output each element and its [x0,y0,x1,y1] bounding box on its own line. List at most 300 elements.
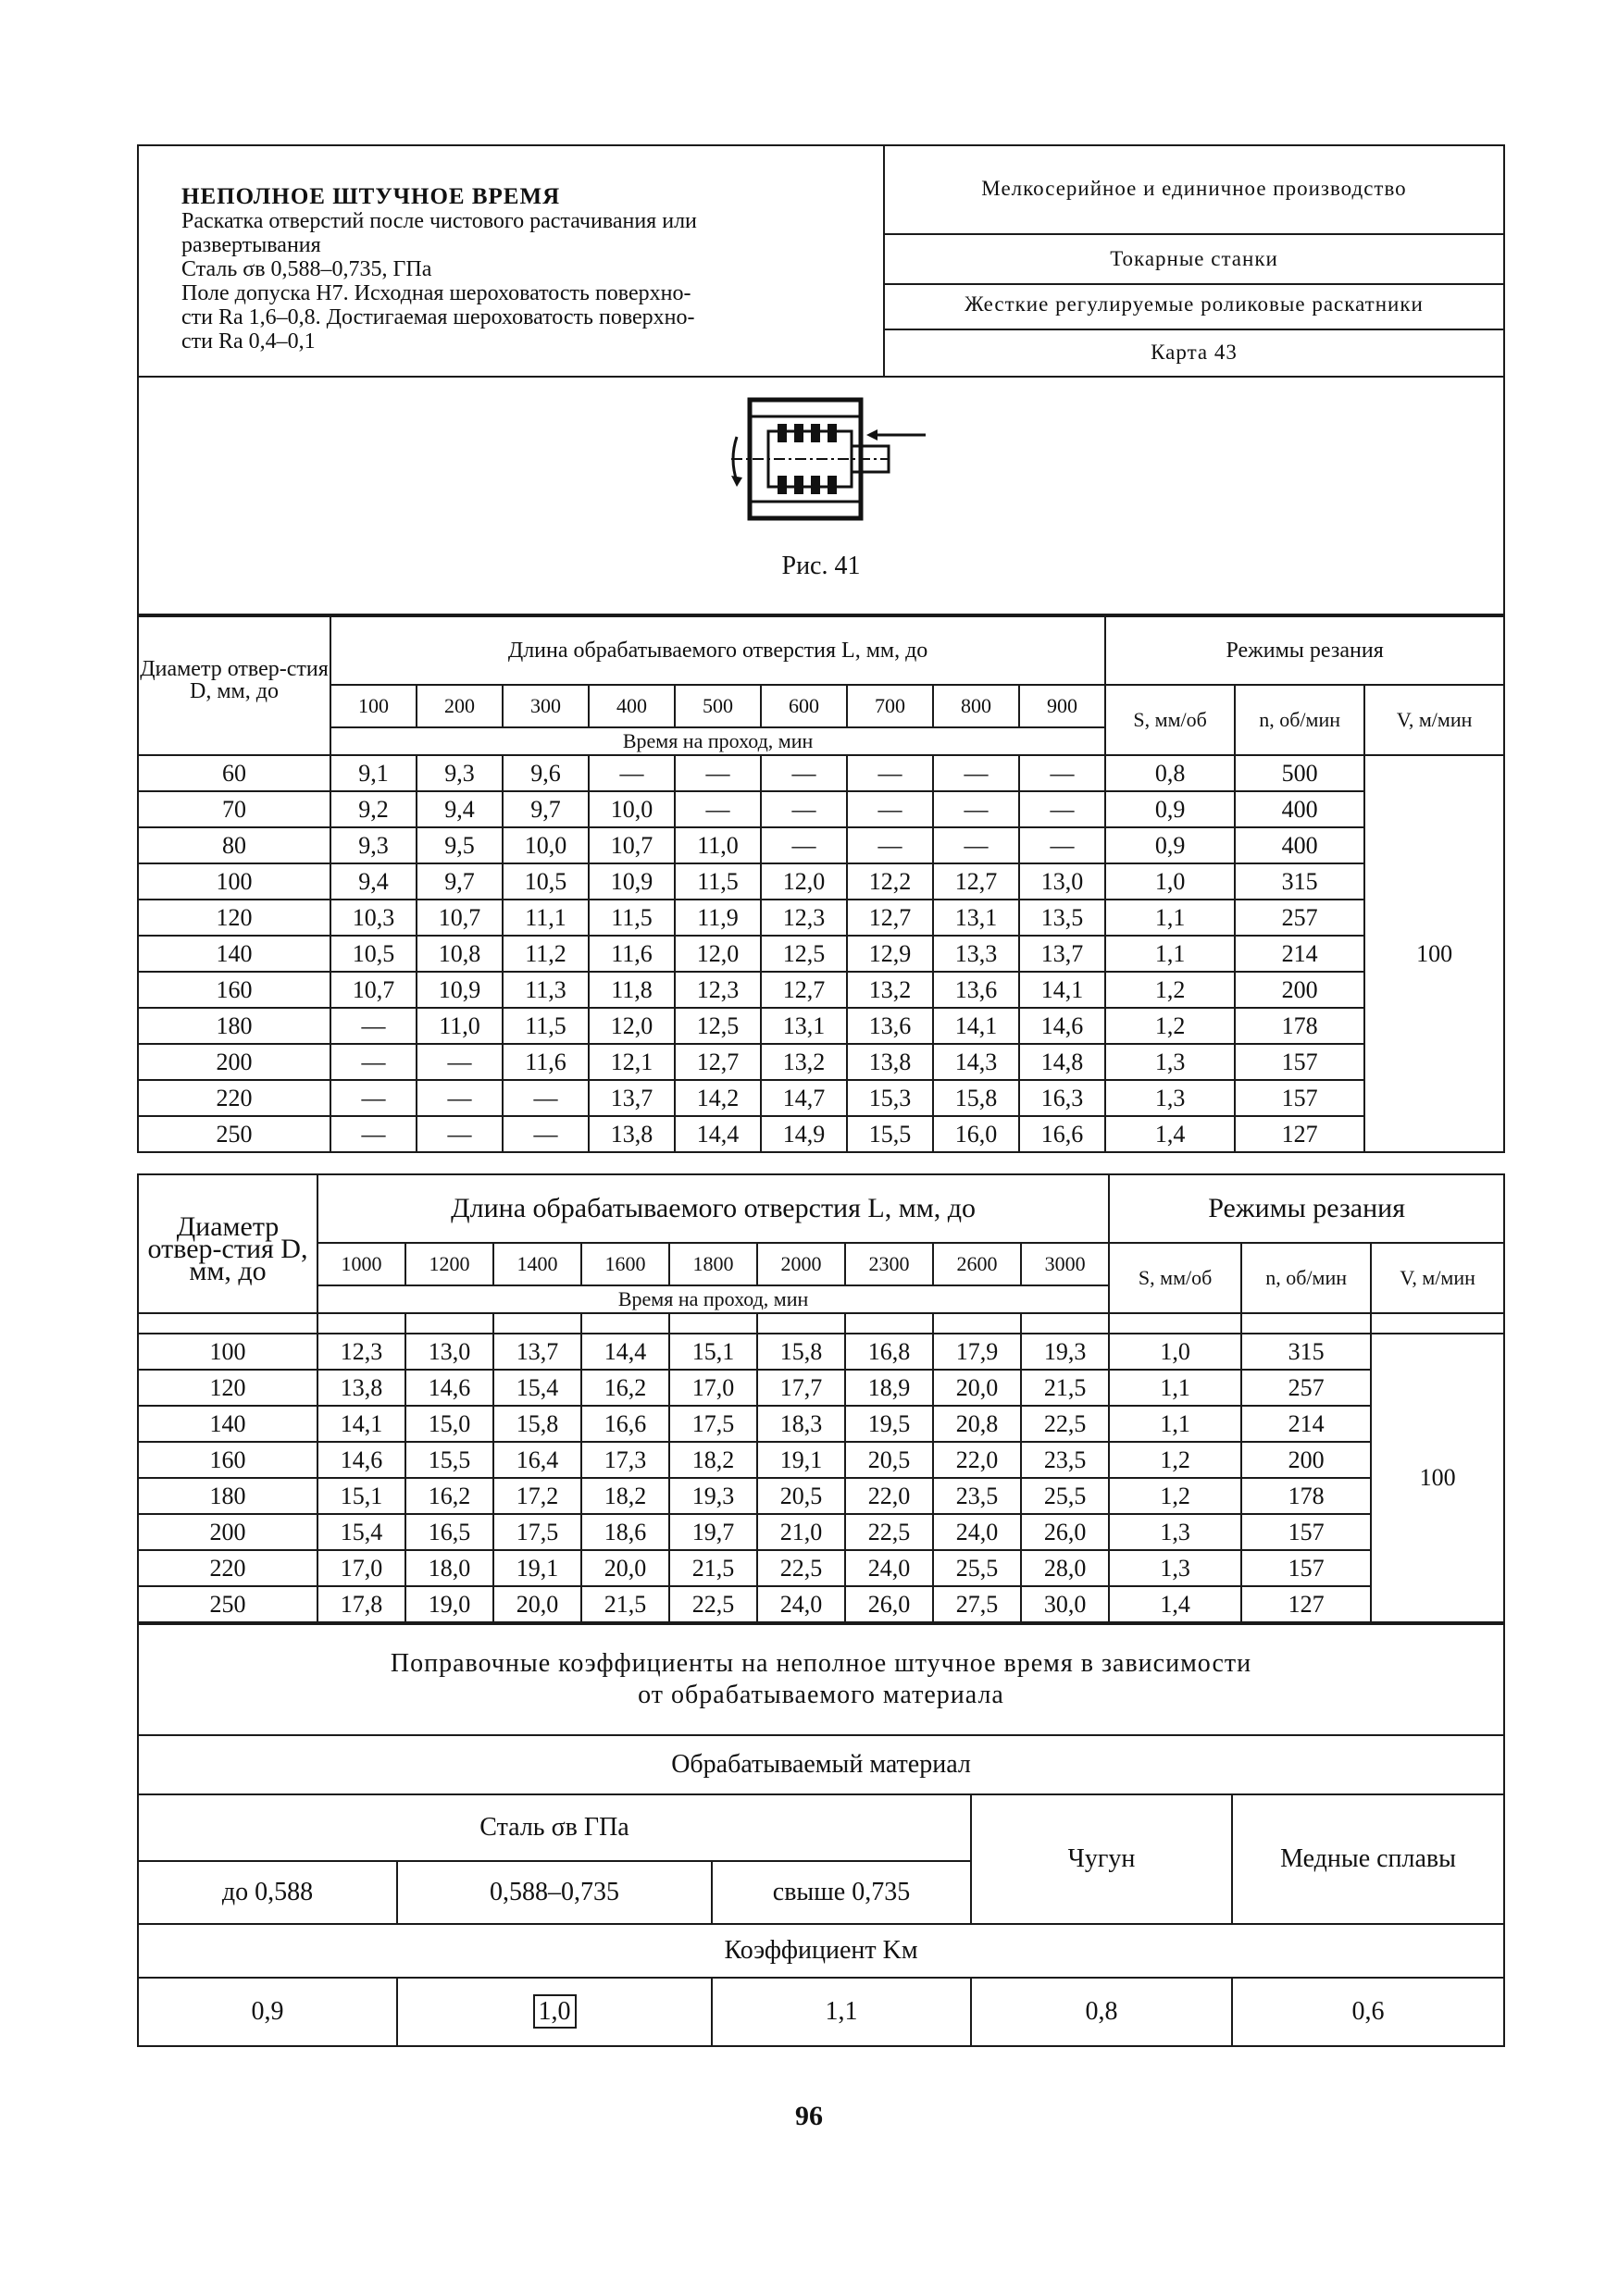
rpm-cell: 200 [1241,1442,1371,1478]
feed-cell: 1,2 [1109,1442,1241,1478]
time-cell: 12,0 [675,936,761,972]
time-cell: — [675,791,761,827]
time-cell: 18,9 [845,1370,933,1406]
time-cell: 15,5 [847,1116,933,1152]
time-cell: 16,2 [405,1478,493,1514]
time-cell: 10,7 [330,972,417,1008]
diameter-header: Диаметр отвер-стия D, мм, до [138,1174,317,1313]
feed-cell: 1,0 [1109,1334,1241,1370]
time-cell: 15,5 [405,1442,493,1478]
header-description [138,145,884,377]
page-number: 96 [795,2101,823,2131]
time-table-1 [137,615,1505,1153]
diameter-header: Диаметр отвер-стия D, мм, до [138,616,330,755]
time-cell: 10,0 [503,827,589,863]
description-line: Сталь σв 0,588–0,735, ГПа [181,257,432,281]
time-cell: 15,8 [933,1080,1019,1116]
coefficient-value-cell [397,1978,712,2046]
rpm-cell: 214 [1241,1406,1371,1442]
spacer-cell [317,1313,405,1334]
length-header: Длина обрабатываемого отверстия L, мм, до [330,616,1105,685]
time-cell: 11,0 [675,827,761,863]
time-cell: 10,8 [417,936,503,972]
modes-header: Режимы резания [1109,1174,1504,1243]
time-cell: 14,6 [317,1442,405,1478]
time-cell: 14,4 [581,1334,669,1370]
steel-range: 0,588–0,735 [397,1861,712,1924]
coefficient-value: 0,8 [971,1978,1232,2046]
time-cell: 19,5 [845,1406,933,1442]
diameter-cell: 180 [138,1478,317,1514]
table-row [138,1550,1504,1586]
length-col: 200 [417,685,503,727]
roller-tool-diagram [703,391,944,529]
feed-cell: 1,1 [1109,1370,1241,1406]
time-cell: 12,0 [589,1008,675,1044]
description-line: сти Ra 0,4–0,1 [181,329,316,354]
rpm-cell: 127 [1241,1586,1371,1622]
time-table-2 [137,1173,1505,1623]
feed-col: S, мм/об [1105,685,1235,755]
coefficient-value: 0,6 [1232,1978,1504,2046]
description-line: Раскатка отверстий после чистового растачивания или [181,209,697,233]
time-cell: — [761,791,847,827]
time-cell: 15,4 [317,1514,405,1550]
time-cell: 22,5 [669,1586,757,1622]
feed-cell: 1,2 [1105,972,1235,1008]
feed-cell: 1,1 [1105,936,1235,972]
length-col: 1800 [669,1243,757,1285]
time-cell: 10,3 [330,900,417,936]
feed-cell: 1,3 [1105,1080,1235,1116]
time-cell: 9,5 [417,827,503,863]
time-cell: 18,2 [669,1442,757,1478]
time-cell: 16,6 [1019,1116,1105,1152]
figure-area [138,377,1504,614]
time-cell: 11,6 [503,1044,589,1080]
table-row [138,1514,1504,1550]
time-cell: — [847,791,933,827]
time-cell: — [503,1080,589,1116]
time-cell: 13,7 [493,1334,581,1370]
spacer-cell [669,1313,757,1334]
time-cell: 14,9 [761,1116,847,1152]
spacer-cell [757,1313,845,1334]
time-cell: 16,4 [493,1442,581,1478]
time-cell: 11,5 [589,900,675,936]
time-cell: 15,1 [317,1478,405,1514]
feed-cell: 0,9 [1105,791,1235,827]
length-col: 1400 [493,1243,581,1285]
time-cell: 19,0 [405,1586,493,1622]
time-cell: 14,2 [675,1080,761,1116]
time-cell: 17,0 [669,1370,757,1406]
time-cell: 17,7 [757,1370,845,1406]
length-col: 700 [847,685,933,727]
time-cell: 15,8 [757,1334,845,1370]
time-cell: — [330,1008,417,1044]
time-cell: 13,6 [847,1008,933,1044]
time-cell: 12,3 [761,900,847,936]
time-cell: — [1019,755,1105,791]
rpm-cell: 157 [1235,1044,1364,1080]
length-col: 500 [675,685,761,727]
length-col: 2000 [757,1243,845,1285]
table-row [138,1370,1504,1406]
time-cell: 21,0 [757,1514,845,1550]
time-cell: 15,3 [847,1080,933,1116]
time-cell: 20,0 [581,1550,669,1586]
modes-header: Режимы резания [1105,616,1504,685]
table-row [138,1008,1504,1044]
diameter-cell: 220 [138,1080,330,1116]
coefficient-header: Коэффициент Kм [138,1924,1504,1978]
rpm-cell: 214 [1235,936,1364,972]
diameter-cell: 180 [138,1008,330,1044]
time-cell: 13,8 [589,1116,675,1152]
cast-iron-header: Чугун [971,1794,1232,1924]
time-cell: 14,1 [1019,972,1105,1008]
time-cell: 18,0 [405,1550,493,1586]
time-cell: 16,8 [845,1334,933,1370]
time-cell: 9,4 [417,791,503,827]
time-cell: 11,3 [503,972,589,1008]
time-cell: 17,2 [493,1478,581,1514]
time-cell: 17,5 [493,1514,581,1550]
time-cell: 25,5 [1021,1478,1109,1514]
time-cell: 21,5 [669,1550,757,1586]
feed-cell: 1,4 [1105,1116,1235,1152]
time-cell: 9,4 [330,863,417,900]
spacer-cell [581,1313,669,1334]
feed-cell: 1,2 [1109,1478,1241,1514]
table-row [138,1116,1504,1152]
time-cell: 22,5 [1021,1406,1109,1442]
rpm-cell: 127 [1235,1116,1364,1152]
table-row [138,900,1504,936]
time-cell: 16,3 [1019,1080,1105,1116]
time-cell: — [1019,791,1105,827]
time-cell: 11,2 [503,936,589,972]
time-cell: 15,1 [669,1334,757,1370]
time-cell: — [503,1116,589,1152]
rpm-cell: 400 [1235,827,1364,863]
table-row [138,755,1504,791]
table-row [138,1334,1504,1370]
length-col: 400 [589,685,675,727]
coefficient-value: 1,1 [712,1978,971,2046]
time-cell: 14,1 [933,1008,1019,1044]
time-cell: — [589,755,675,791]
time-cell: 13,8 [847,1044,933,1080]
time-cell: — [417,1044,503,1080]
diameter-cell: 100 [138,1334,317,1370]
time-cell: 24,0 [757,1586,845,1622]
coefficient-title-line: Поправочные коэффициенты на неполное штучное время в зависимости [390,1649,1252,1678]
time-cell: 12,7 [847,900,933,936]
feed-col: S, мм/об [1109,1243,1241,1313]
feed-cell: 1,2 [1105,1008,1235,1044]
table-row [138,827,1504,863]
time-cell: — [933,791,1019,827]
time-cell: 14,8 [1019,1044,1105,1080]
table-row [138,1080,1504,1116]
time-cell: 20,0 [933,1370,1021,1406]
feed-cell: 1,0 [1105,863,1235,900]
page-title: НЕПОЛНОЕ ШТУЧНОЕ ВРЕМЯ [181,184,561,209]
description-line: развертывания [181,233,321,257]
time-cell: 14,7 [761,1080,847,1116]
length-col: 300 [503,685,589,727]
rpm-cell: 315 [1241,1334,1371,1370]
spacer-cell [1109,1313,1241,1334]
spacer-cell [138,1313,317,1334]
time-cell: 14,3 [933,1044,1019,1080]
time-cell: 13,2 [847,972,933,1008]
time-cell: 17,3 [581,1442,669,1478]
time-cell: 19,1 [493,1550,581,1586]
time-cell: — [330,1044,417,1080]
diameter-cell: 160 [138,1442,317,1478]
material-header: Обрабатываемый материал [138,1735,1504,1794]
time-cell: 11,6 [589,936,675,972]
diameter-cell: 200 [138,1514,317,1550]
time-cell: 9,6 [503,755,589,791]
spacer-cell [1241,1313,1371,1334]
rpm-cell: 200 [1235,972,1364,1008]
table-row [138,1442,1504,1478]
diameter-cell: 200 [138,1044,330,1080]
time-cell: 22,0 [845,1478,933,1514]
time-cell: 22,5 [757,1550,845,1586]
time-cell: 22,0 [933,1442,1021,1478]
time-cell: 15,4 [493,1370,581,1406]
table-row [138,1586,1504,1622]
steel-range: свыше 0,735 [712,1861,971,1924]
time-cell: 20,5 [757,1478,845,1514]
feed-cell: 1,1 [1109,1406,1241,1442]
description-line: сти Ra 1,6–0,8. Достигаемая шероховатость поверхно- [181,305,695,329]
feed-cell: 0,8 [1105,755,1235,791]
velocity-cell: 100 [1371,1334,1504,1622]
time-cell: — [330,1116,417,1152]
time-cell: 12,0 [761,863,847,900]
time-cell: 13,5 [1019,900,1105,936]
time-cell: 19,7 [669,1514,757,1550]
tool-type: Жесткие регулируемые роликовые раскатники [884,284,1504,329]
time-cell: 9,3 [330,827,417,863]
speed-rpm-col: n, об/мин [1241,1243,1371,1313]
time-cell: 13,0 [1019,863,1105,900]
time-cell: — [417,1080,503,1116]
feed-cell: 1,3 [1109,1514,1241,1550]
time-cell: 12,5 [761,936,847,972]
time-cell: 9,1 [330,755,417,791]
diameter-cell: 140 [138,1406,317,1442]
rpm-cell: 157 [1241,1514,1371,1550]
time-cell: 17,9 [933,1334,1021,1370]
time-cell: 15,8 [493,1406,581,1442]
time-cell: 12,9 [847,936,933,972]
feed-cell: 0,9 [1105,827,1235,863]
time-cell: 10,9 [589,863,675,900]
time-cell: 12,3 [675,972,761,1008]
steel-header: Сталь σв ГПа [138,1794,971,1861]
description-line: Поле допуска H7. Исходная шероховатость поверхно- [181,281,691,305]
time-cell: 14,4 [675,1116,761,1152]
rpm-cell: 400 [1235,791,1364,827]
time-cell: 12,1 [589,1044,675,1080]
time-cell: — [761,755,847,791]
time-cell: 11,9 [675,900,761,936]
time-cell: 15,0 [405,1406,493,1442]
time-cell: 17,8 [317,1586,405,1622]
time-cell: 20,8 [933,1406,1021,1442]
spacer-row [138,1313,1504,1334]
rpm-cell: 257 [1235,900,1364,936]
time-cell: 11,5 [503,1008,589,1044]
time-cell: 28,0 [1021,1550,1109,1586]
table-row [138,1478,1504,1514]
coefficient-value: 0,9 [138,1978,397,2046]
steel-range: до 0,588 [138,1861,397,1924]
time-cell: 21,5 [581,1586,669,1622]
coefficient-value: 1,0 [533,1994,577,2029]
table-row [138,863,1504,900]
diameter-cell: 120 [138,900,330,936]
production-type: Мелкосерийное и единичное производство [884,145,1504,234]
time-cell: 16,2 [581,1370,669,1406]
time-cell: 10,7 [417,900,503,936]
time-cell: 13,6 [933,972,1019,1008]
diameter-cell: 60 [138,755,330,791]
time-cell: 22,5 [845,1514,933,1550]
time-cell: 19,1 [757,1442,845,1478]
time-cell: 16,5 [405,1514,493,1550]
time-cell: 13,1 [761,1008,847,1044]
time-cell: 30,0 [1021,1586,1109,1622]
time-cell: 18,3 [757,1406,845,1442]
time-cell: 10,5 [503,863,589,900]
time-cell: 20,5 [845,1442,933,1478]
time-cell: — [1019,827,1105,863]
rpm-cell: 157 [1235,1080,1364,1116]
card-number: Карта 43 [884,329,1504,377]
time-cell: 20,0 [493,1586,581,1622]
time-cell: 13,0 [405,1334,493,1370]
time-header: Время на проход, мин [330,727,1105,755]
velocity-cell: 100 [1364,755,1504,1152]
time-cell: 18,6 [581,1514,669,1550]
time-cell: 9,7 [503,791,589,827]
rpm-cell: 257 [1241,1370,1371,1406]
time-cell: 10,0 [589,791,675,827]
copper-alloys-header: Медные сплавы [1232,1794,1504,1924]
diameter-cell: 250 [138,1586,317,1622]
velocity-col: V, м/мин [1364,685,1504,755]
figure-caption: Рис. 41 [781,552,861,580]
coefficient-title-line: от обрабатываемого материала [638,1681,1004,1709]
time-cell: 13,8 [317,1370,405,1406]
length-col: 1200 [405,1243,493,1285]
length-col: 100 [330,685,417,727]
rpm-cell: 178 [1235,1008,1364,1044]
time-cell: 12,7 [675,1044,761,1080]
time-cell: 9,2 [330,791,417,827]
spacer-cell [845,1313,933,1334]
time-cell: 12,2 [847,863,933,900]
time-cell: 16,0 [933,1116,1019,1152]
time-cell: 14,6 [1019,1008,1105,1044]
time-cell: — [417,1116,503,1152]
feed-cell: 1,3 [1105,1044,1235,1080]
diameter-cell: 100 [138,863,330,900]
table-row [138,1044,1504,1080]
time-cell: 13,1 [933,900,1019,936]
length-col: 2600 [933,1243,1021,1285]
time-cell: 21,5 [1021,1370,1109,1406]
time-cell: 11,5 [675,863,761,900]
machine-type: Токарные станки [884,234,1504,285]
spacer-cell [493,1313,581,1334]
table-row [138,936,1504,972]
time-cell: — [847,755,933,791]
speed-rpm-col: n, об/мин [1235,685,1364,755]
spacer-cell [405,1313,493,1334]
spacer-cell [1371,1313,1504,1334]
time-cell: 23,5 [1021,1442,1109,1478]
time-cell: 12,7 [761,972,847,1008]
time-cell: — [933,827,1019,863]
spacer-cell [1021,1313,1109,1334]
time-cell: 12,3 [317,1334,405,1370]
time-cell: 13,7 [589,1080,675,1116]
length-col: 3000 [1021,1243,1109,1285]
time-cell: 17,5 [669,1406,757,1442]
rpm-cell: 178 [1241,1478,1371,1514]
time-cell: 13,3 [933,936,1019,972]
diameter-cell: 250 [138,1116,330,1152]
time-cell: 24,0 [845,1550,933,1586]
length-col: 1000 [317,1243,405,1285]
table-row [138,972,1504,1008]
time-cell: 13,7 [1019,936,1105,972]
time-cell: 11,1 [503,900,589,936]
time-cell: 26,0 [845,1586,933,1622]
time-cell: — [847,827,933,863]
time-cell: 14,6 [405,1370,493,1406]
diameter-cell: 140 [138,936,330,972]
time-cell: 16,6 [581,1406,669,1442]
coefficient-table [137,1623,1505,2047]
diameter-cell: 220 [138,1550,317,1586]
velocity-col: V, м/мин [1371,1243,1504,1313]
time-cell: 13,2 [761,1044,847,1080]
time-cell: — [761,827,847,863]
length-col: 800 [933,685,1019,727]
rpm-cell: 315 [1235,863,1364,900]
time-cell: 9,7 [417,863,503,900]
time-cell: 10,5 [330,936,417,972]
spacer-cell [933,1313,1021,1334]
time-cell: 25,5 [933,1550,1021,1586]
card-sheet [137,144,1503,2047]
length-col: 1600 [581,1243,669,1285]
time-header: Время на проход, мин [317,1285,1109,1313]
time-cell: 11,8 [589,972,675,1008]
time-cell: 14,1 [317,1406,405,1442]
time-cell: 11,0 [417,1008,503,1044]
